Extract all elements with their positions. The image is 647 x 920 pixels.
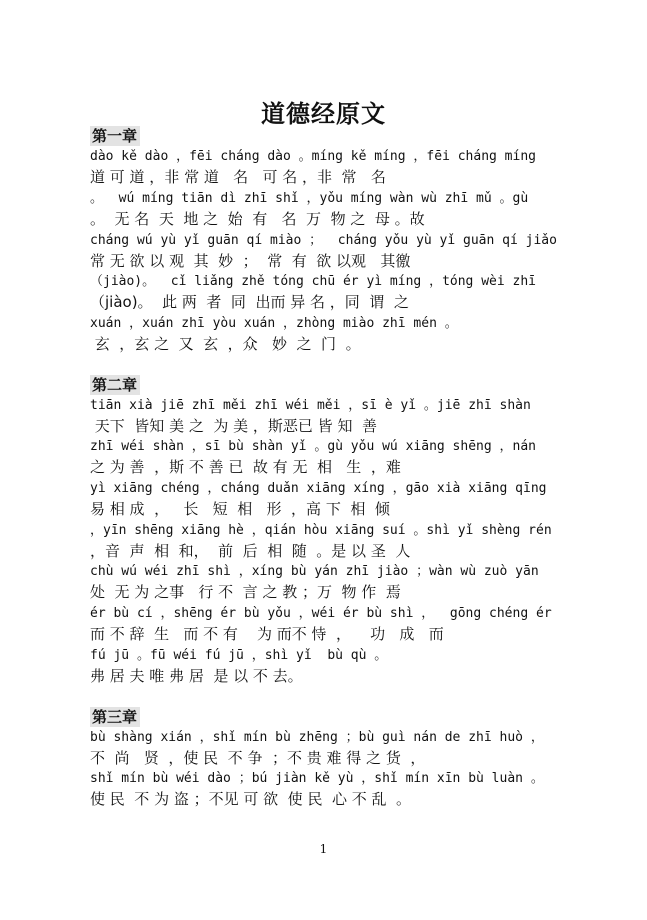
chapter-1-hanzi-line: 道 可 道 ，非 常 道 名 可 名 ，非 常 名 — [90, 168, 386, 186]
chapter-1-pinyin-line: xuán ，xuán zhī yòu xuán ，zhòng miào zhī mén 。 — [90, 316, 458, 331]
chapter-2-pinyin-line: ér bù cí ，shēng ér bù yǒu ，wéi ér bù shì ， gōng chéng ér — [90, 606, 552, 621]
chapter-3-hanzi-line: 不 尚 贤 ，使 民 不 争 ；不 贵 难 得 之 货 ， — [90, 749, 426, 767]
chapter-1-pinyin-line: cháng wú yù yǐ guān qí miào ； cháng yǒu yù yǐ guān qí jiǎo — [90, 233, 557, 248]
chapter-3-heading: 第三章 — [90, 707, 140, 727]
chapter-1-heading: 第一章 — [90, 126, 140, 146]
chapter-3-hanzi-line: 使 民 不 为 盗 ；不见 可 欲 使 民 心 不 乱 。 — [90, 790, 412, 808]
chapter-1-pinyin-line: dào kě dào ，fēi cháng dào 。míng kě míng ，fēi cháng míng — [90, 149, 536, 164]
chapter-3-pinyin-line: shǐ mín bù wéi dào ；bú jiàn kě yù ，shǐ mín xīn bù luàn 。 — [90, 771, 544, 786]
chapter-3-pinyin-line: bù shàng xián ，shǐ mín bù zhēng ；bù guì nán de zhī huò ， — [90, 730, 544, 745]
chapter-2-hanzi-line: 天下 皆知 美 之 为 美 ，斯恶已 皆 知 善 — [90, 417, 377, 435]
document-title: 道德经原文 — [261, 99, 386, 128]
chapter-2-hanzi-line: 弗 居 夫 唯 弗 居 是 以 不 去。 — [90, 667, 303, 685]
chapter-2-heading: 第二章 — [90, 375, 140, 395]
chapter-2-hanzi-line: ，音 声 相 和， 前 后 相 随 。是 以 圣 人 — [90, 542, 411, 560]
chapter-1-pinyin-line: （jiào)。 cǐ liǎng zhě tóng chū ér yì míng ，tóng wèi zhī — [90, 274, 536, 289]
chapter-2-hanzi-line: 易 相 成 ， 长 短 相 形 ，高 下 相 倾 — [90, 500, 390, 518]
page-number: 1 — [319, 842, 328, 856]
chapter-1-hanzi-line: 玄 ，玄 之 又 玄 ，众 妙 之 门 。 — [90, 335, 361, 353]
chapter-2-pinyin-line: chù wú wéi zhī shì ，xíng bù yán zhī jiào ；wàn wù zuò yān — [90, 564, 539, 579]
chapter-1-pinyin-line: 。 wú míng tiān dì zhī shǐ ，yǒu míng wàn wù zhī mǔ 。gù — [90, 191, 529, 206]
chapter-2-pinyin-line: yì xiāng chéng ，cháng duǎn xiāng xíng ，gāo xià xiāng qīng — [90, 481, 547, 496]
chapter-2-pinyin-line: fú jū 。fū wéi fú jū ，shì yǐ bù qù 。 — [90, 648, 388, 663]
chapter-1-hanzi-line: 。 无 名 天 地 之 始 有 名 万 物 之 母 。故 — [90, 210, 425, 228]
chapter-2-pinyin-line: zhī wéi shàn ，sī bù shàn yǐ 。gù yǒu wú xiāng shēng ，nán — [90, 439, 536, 454]
chapter-2-pinyin-line: ，yīn shēng xiāng hè ，qián hòu xiāng suí 。shì yǐ shèng rén — [90, 523, 552, 538]
chapter-1-hanzi-line: 常 无 欲 以 观 其 妙 ； 常 有 欲 以观 其徼 — [90, 252, 411, 270]
chapter-2-pinyin-line: tiān xià jiē zhī měi zhī wéi měi ，sī è yǐ 。jiē zhī shàn — [90, 398, 531, 413]
chapter-2-hanzi-line: 之 为 善 ，斯 不 善 已 故 有 无 相 生 ，难 — [90, 458, 401, 476]
chapter-2-hanzi-line: 处 无 为 之事 行 不 言 之 教 ；万 物 作 焉 — [90, 583, 401, 601]
chapter-2-hanzi-line: 而 不 辞 生 而 不 有 为 而不 恃 ， 功 成 而 — [90, 625, 444, 643]
chapter-1-hanzi-line: （jiào)。 此 两 者 同 出而 异 名 ，同 谓 之 — [90, 293, 409, 311]
